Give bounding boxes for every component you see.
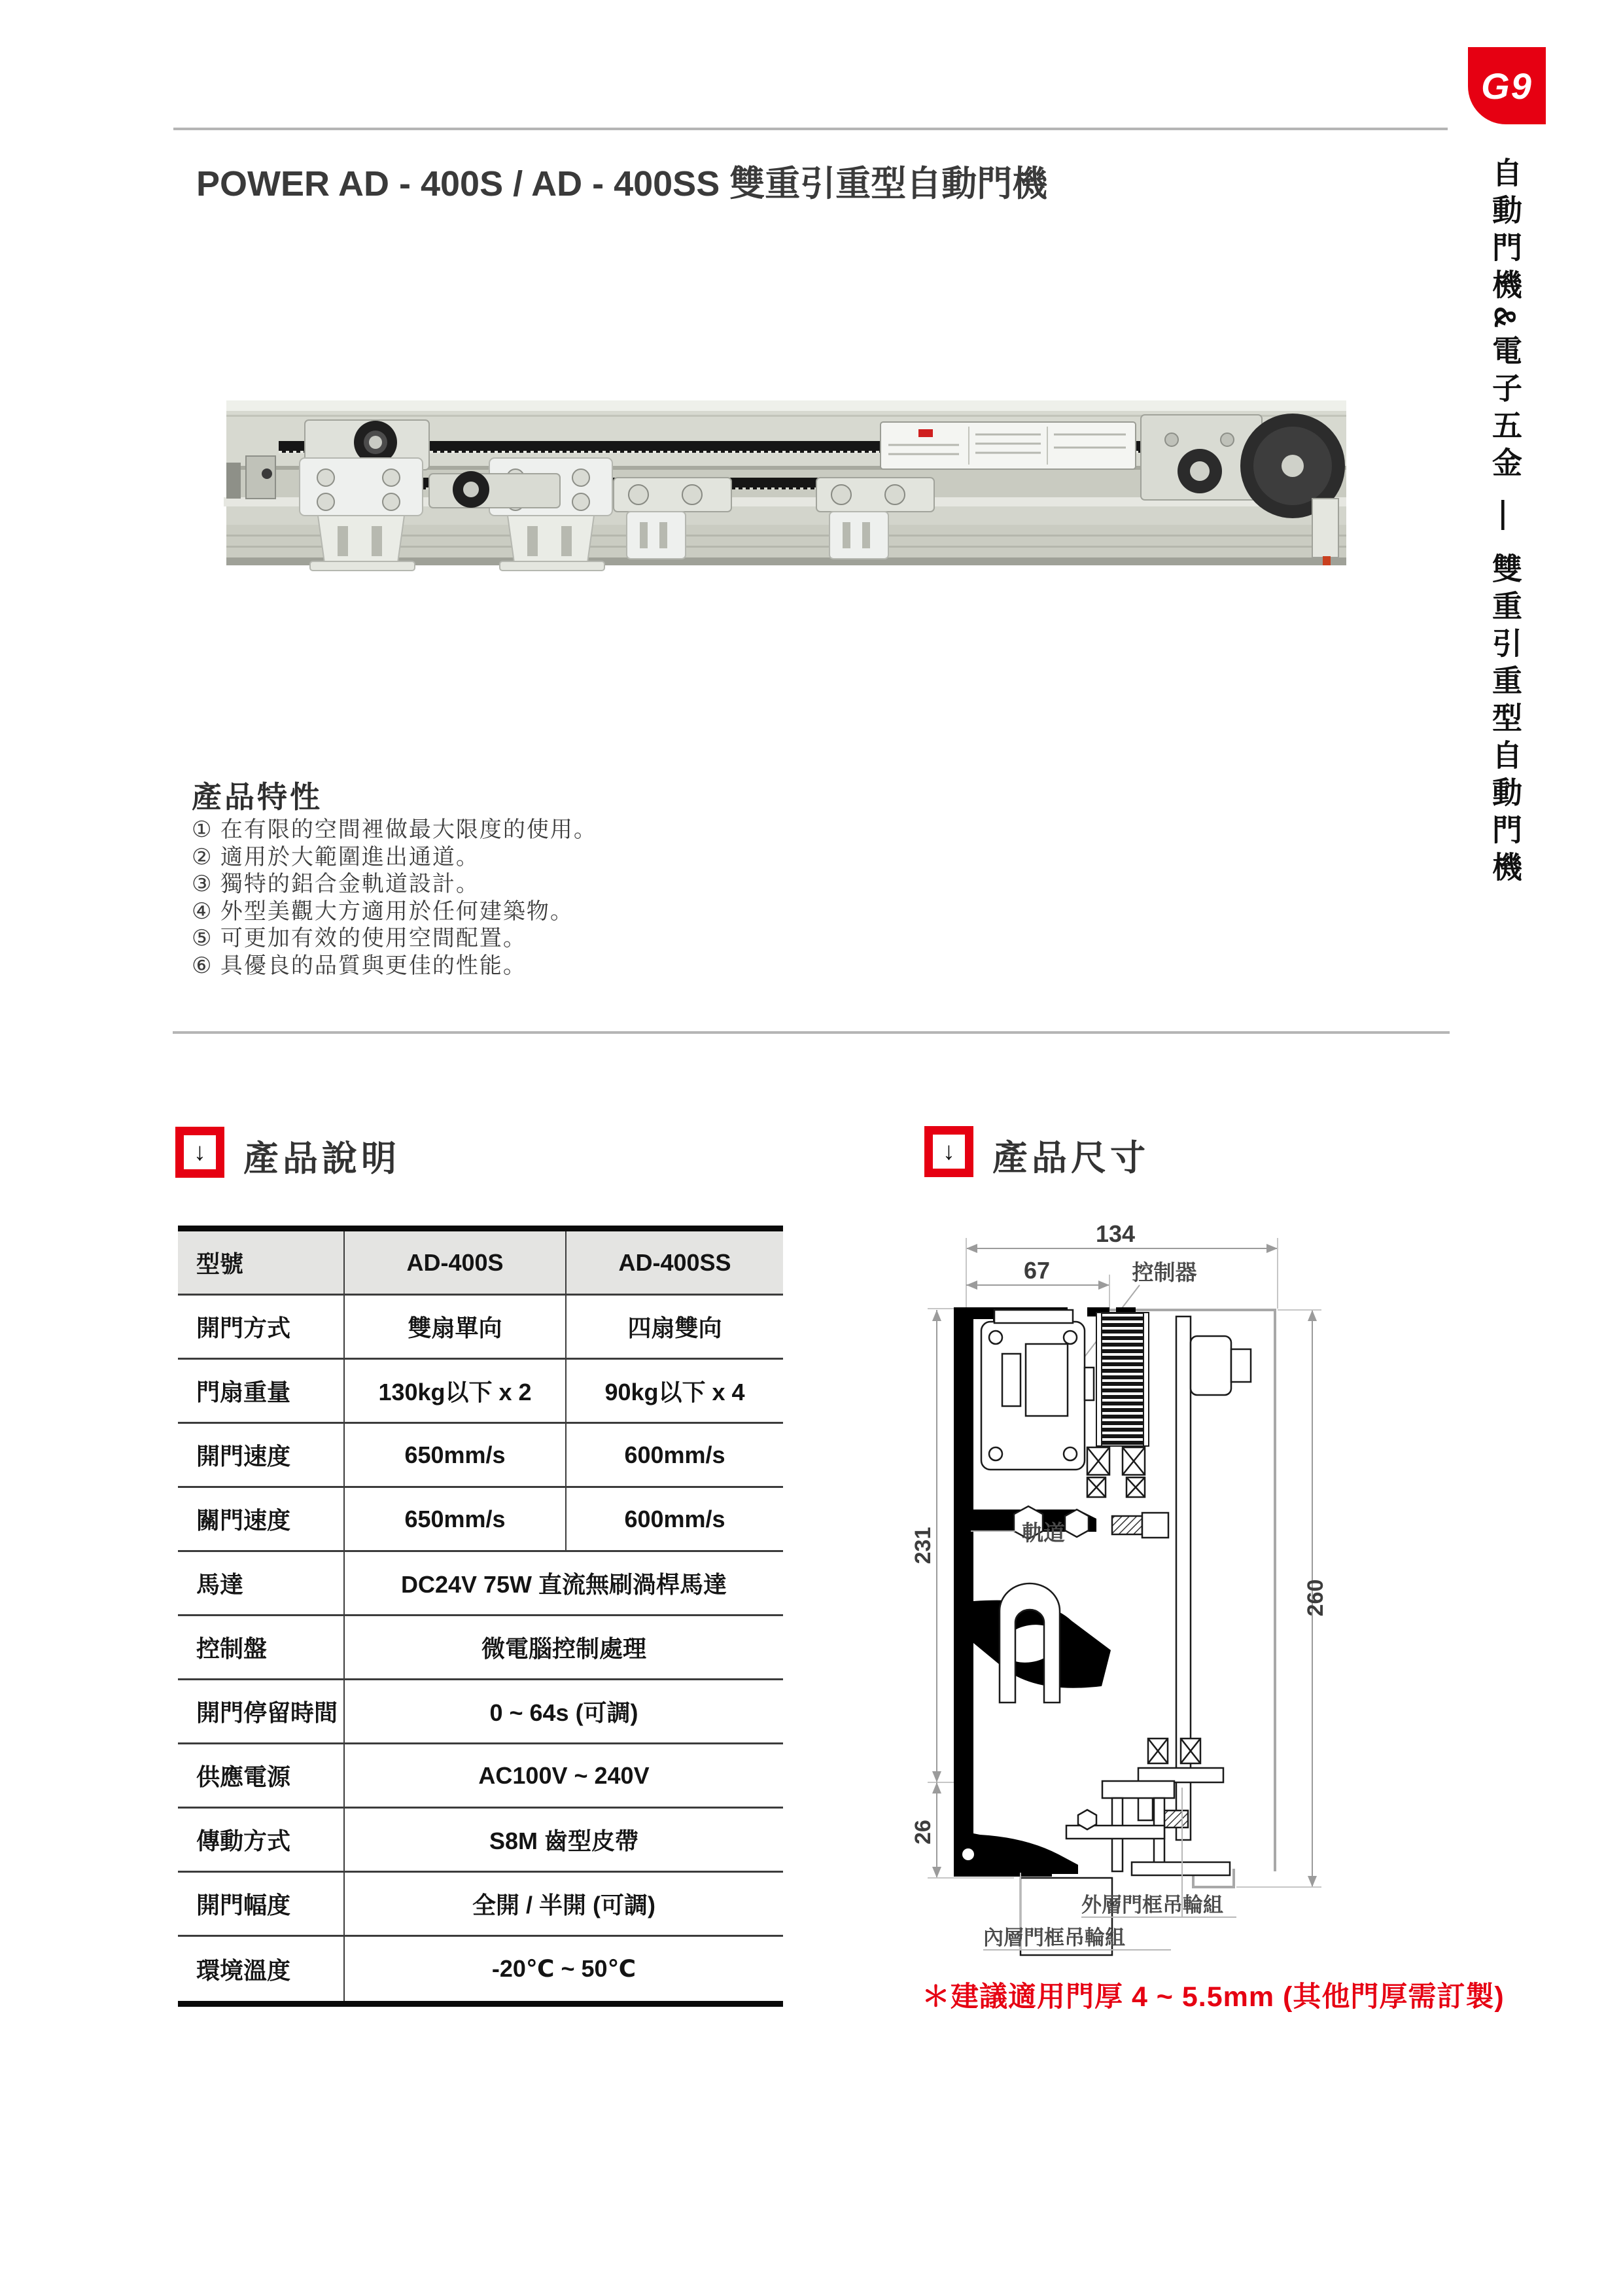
spec-label: 開門幅度 — [178, 1873, 345, 1935]
spec-value: 0 ~ 64s (可調) — [489, 1699, 638, 1726]
table-header-row — [178, 1231, 783, 1296]
table-row — [178, 1488, 783, 1552]
spec-value: 雙扇單向 — [345, 1296, 567, 1358]
outer-hanger-label: 外層門框吊輪組 — [1081, 1894, 1223, 1916]
down-arrow-icon: ↓ — [943, 1138, 955, 1165]
dim-134 — [966, 1238, 1278, 1309]
spec-header-model-a: AD-400S — [345, 1231, 567, 1294]
spec-value: 全開 / 半開 (可調) — [472, 1892, 655, 1918]
product-photo — [226, 400, 1346, 572]
top-divider — [173, 128, 1448, 130]
table-row — [178, 1360, 783, 1424]
feature-item: ⑥ 具優良的品質與更佳的性能。 — [192, 953, 527, 978]
section-title-dimensions: 產品尺寸 — [992, 1139, 1149, 1178]
table-row — [178, 1552, 783, 1616]
page-title: POWER AD - 400S / AD - 400SS 雙重引重型自動門機 — [196, 164, 1048, 203]
features-heading: 產品特性 — [192, 780, 323, 814]
spec-value: 650mm/s — [345, 1424, 567, 1486]
control-unit — [881, 422, 1136, 469]
dim-231-value: 231 — [911, 1527, 935, 1564]
heatsink — [1096, 1313, 1149, 1446]
spec-value: AC100V ~ 240V — [478, 1761, 650, 1789]
table-row — [178, 1680, 783, 1744]
bearing-blocks — [1087, 1447, 1145, 1497]
spec-label: 開門方式 — [178, 1296, 345, 1358]
table-row — [178, 1424, 783, 1488]
feature-item: ③ 獨特的鋁合金軌道設計。 — [192, 872, 480, 896]
features-list — [192, 817, 597, 980]
feature-item: ② 適用於大範圍進出通道。 — [192, 844, 480, 870]
spec-label: 開門速度 — [178, 1424, 345, 1486]
controller-board — [981, 1310, 1094, 1470]
table-row — [178, 1744, 783, 1809]
spec-value: 600mm/s — [624, 1441, 725, 1468]
feature-item: ⑤ 可更加有效的使用空間配置。 — [192, 926, 527, 951]
spec-table — [178, 1226, 783, 2007]
spec-value: 130kg以下 x 2 — [345, 1360, 567, 1422]
controller-label: 控制器 — [1132, 1260, 1197, 1284]
spec-value: 微電腦控制處理 — [481, 1635, 646, 1662]
spec-header-model-b: AD-400SS — [618, 1248, 731, 1276]
table-row — [178, 1809, 783, 1873]
spec-label: 供應電源 — [178, 1744, 345, 1807]
spec-label: 開門停留時間 — [178, 1680, 345, 1742]
feature-item: ④ 外型美觀大方適用於任何建築物。 — [192, 898, 574, 924]
dim-260-value: 260 — [1303, 1579, 1328, 1617]
spec-label: 傳動方式 — [178, 1809, 345, 1871]
spec-value: 四扇雙向 — [627, 1315, 722, 1341]
tensioner-pulley-lower — [429, 471, 560, 508]
spec-label: 控制盤 — [178, 1616, 345, 1678]
down-arrow-icon: ↓ — [194, 1139, 206, 1166]
spec-label: 門扇重量 — [178, 1360, 345, 1422]
spec-value: 650mm/s — [345, 1488, 567, 1550]
side-tab-caption: 自動門機&電子五金 — 雙重引重型自動門機 — [1488, 157, 1522, 889]
table-row — [178, 1616, 783, 1680]
track-label: 軌道 — [1022, 1521, 1065, 1545]
table-row — [178, 1937, 783, 2001]
inner-hanger-label: 內層門框吊輪組 — [983, 1926, 1125, 1949]
spec-header-label: 型號 — [178, 1231, 345, 1294]
door-thickness-note: ＊建議適用門厚 4 ~ 5.5mm (其他門厚需訂製) — [922, 1981, 1505, 2013]
badge-label: G9 — [1481, 65, 1533, 107]
section-icon-box — [175, 1127, 224, 1178]
spec-value: 600mm/s — [624, 1505, 725, 1532]
spec-value: 90kg以下 x 4 — [604, 1379, 745, 1405]
dimension-diagram — [911, 1218, 1361, 1961]
page-corner-badge — [1468, 47, 1546, 124]
spec-value: S8M 齒型皮帶 — [489, 1828, 639, 1854]
dim-26-value: 26 — [911, 1820, 935, 1845]
dim-134-value: 134 — [1095, 1220, 1136, 1247]
spec-label: 馬達 — [178, 1552, 345, 1614]
table-row — [178, 1296, 783, 1360]
spec-value: -20℃ ~ 50℃ — [491, 1955, 637, 1982]
track-screw — [962, 1848, 974, 1860]
table-row — [178, 1873, 783, 1937]
section-divider — [173, 1031, 1450, 1034]
spec-label: 環境溫度 — [178, 1937, 345, 2001]
dim-67-value: 67 — [1023, 1257, 1051, 1284]
spec-label: 關門速度 — [178, 1488, 345, 1550]
feature-item: ① 在有限的空間裡做最大限度的使用。 — [192, 817, 597, 842]
spec-value: DC24V 75W 直流無刷渦桿馬達 — [400, 1571, 727, 1598]
section-icon-box — [924, 1126, 973, 1177]
section-title-description: 產品說明 — [243, 1139, 400, 1178]
